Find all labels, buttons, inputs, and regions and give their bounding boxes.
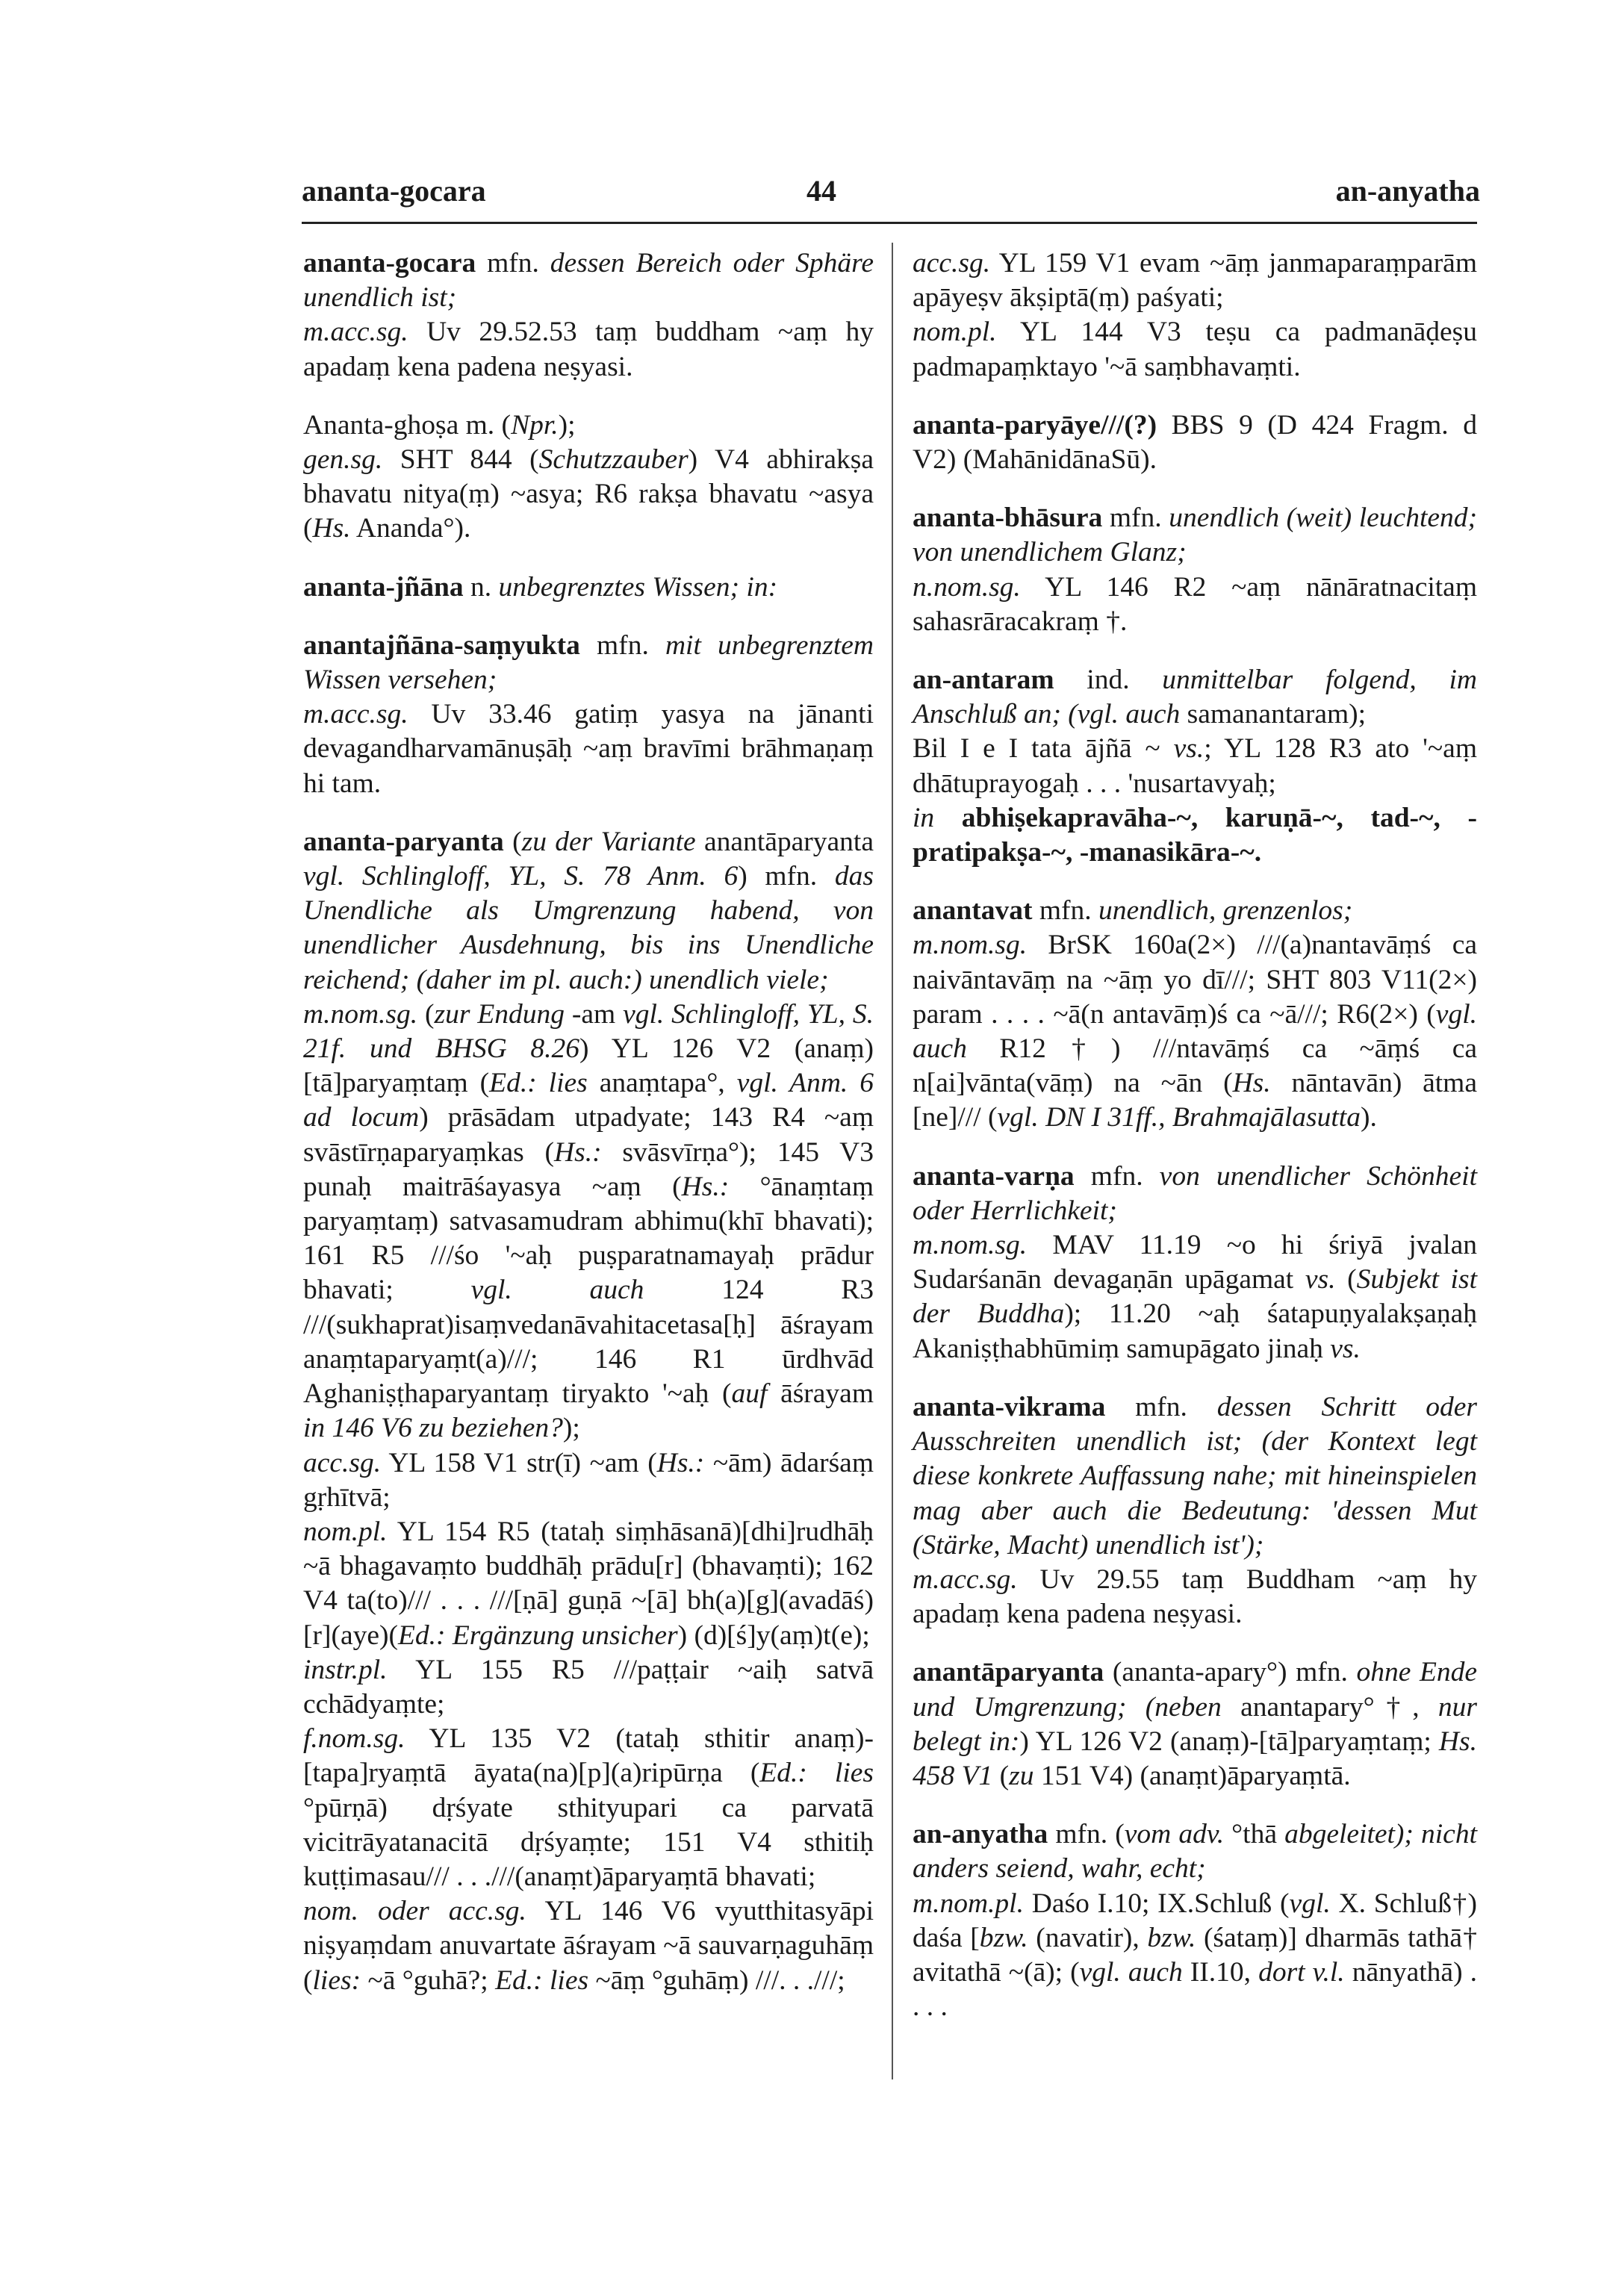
entry-text: YL 159 V1 evam ~āṃ janmaparaṃparām apāyeṣv ākṣiptā(ṃ) paśyati; xyxy=(913,248,1477,314)
entry-gloss: vs. xyxy=(1330,1333,1361,1364)
entry-text: ~āṃ °guhāṃ) ///. . .///; xyxy=(588,1964,845,1996)
entry-text: BBS 9 (D 424 Fragm. d V2) (MahānidānaSū). xyxy=(913,409,1477,476)
entry-gloss: acc.sg. xyxy=(913,248,991,279)
entry-gloss: unmittelbar folgend, im Anschluß an; (vgl. auch xyxy=(913,665,1477,730)
entry-gloss: Schutzzauber xyxy=(538,444,689,476)
entry-gloss: instr.pl. xyxy=(303,1654,388,1685)
entry-gloss: mit unbegrenztem Wissen versehen; xyxy=(303,629,874,696)
entry-gloss: Hs. 458 V1 xyxy=(913,1726,1477,1791)
entry-text: ) prāsādam utpadyate; 143 R4 ~aṃ svāstīrṇaparyaṃkas ( xyxy=(303,1102,874,1168)
entry-gloss: lies: xyxy=(312,1964,361,1996)
entry-text: Uv 29.52.53 taṃ buddham ~aṃ hy apadaṃ kena padena neṣyasi. xyxy=(303,317,874,382)
dictionary-entry xyxy=(913,408,1477,477)
entry-gloss: zu der Variante xyxy=(521,826,696,857)
dictionary-entry xyxy=(303,408,874,547)
entry-text: °ānaṃtaṃ paryaṃtaṃ) satvasamudram abhimu(khī bhavati); 161 R5 ///śo '~aḥ puṣparatnamayaḥ prādur bhavati; xyxy=(303,1171,874,1306)
entry-gloss: Hs.: xyxy=(554,1136,602,1168)
dictionary-entry xyxy=(913,246,1477,385)
entry-gloss: vgl. auch xyxy=(1079,1956,1183,1988)
entry-text: ~ā °guhā?; xyxy=(361,1964,496,1996)
dictionary-entry xyxy=(913,663,1477,870)
entry-text: ) mfn. xyxy=(738,861,835,892)
entry-gloss: m.acc.sg. xyxy=(913,1564,1018,1595)
entry-gloss: zu xyxy=(1009,1760,1034,1791)
entry-text: mfn. xyxy=(1032,895,1098,927)
entry-text: YL 154 R5 (tataḥ siṃhāsanā)[dhi]rudhāḥ ~ā bhagavaṃto buddhāḥ prādu[r] (bhavaṃti); 162 V4 ta(to)/// . . . ///[ṇā] guṇā ~[ā] bh(a)[g](avadāś)[r](aye)( xyxy=(303,1516,874,1651)
entry-gloss: vgl. DN I 31ff., Brahmajālasutta xyxy=(997,1102,1361,1133)
entry-text: MAV 11.19 ~o hi śriyā jvalan Sudarśanān devagaṇān upāgamat xyxy=(913,1230,1477,1295)
entry-headword: ananta-paryanta xyxy=(303,826,504,857)
entry-gloss: dessen Bereich oder Sphäre unendlich ist; xyxy=(303,248,874,314)
entry-text: anantapary°†, xyxy=(1221,1691,1438,1723)
entry-text: SHT 844 ( xyxy=(382,444,539,476)
dictionary-entry xyxy=(913,1817,1477,2024)
entry-headword: ananta-jñāna xyxy=(303,571,464,603)
entry-text: ind. xyxy=(1054,665,1163,696)
entry-text: BrSK 160a(2×) ///(a)nantavāṃś ca naivāntavāṃ na ~āṃ yo dī///; SHT 803 V11(2×) param . . . . ~ā(n antavāṃ)ś ca ~ā///; R6(2×) ( xyxy=(913,930,1477,1030)
entry-text: mfn. xyxy=(476,248,550,279)
entry-headword: Ananta-ghoṣa xyxy=(303,409,459,441)
entry-text: Uv 29.55 taṃ Buddham ~aṃ hy apadaṃ kena padena neṣyasi. xyxy=(913,1564,1477,1630)
dictionary-entry xyxy=(913,1160,1477,1366)
entry-text: YL 135 V2 (tataḥ sthitir anaṃ)-[tapa]ryaṃtā āyata(na)[p](a)ripūrṇa ( xyxy=(303,1723,874,1789)
entry-text: 124 R3 ///(sukhaprat)isaṃvedanāvahitacetasa[ḥ] āśrayam anaṃtaparyaṃt(a)///; 146 R1 ūrdhvād Aghaniṣṭhaparyantaṃ tiryakto '~aḥ ( xyxy=(303,1275,874,1410)
entry-gloss: unbegrenztes Wissen; in: xyxy=(498,571,778,603)
entry-gloss: nom. oder acc.sg. xyxy=(303,1896,526,1927)
entry-text: YL 146 R2 ~aṃ nānāratnacitaṃ sahasrāracakraṃ †. xyxy=(913,571,1477,637)
entry-gloss: m.nom.sg. xyxy=(913,930,1028,961)
entry-gloss: vgl. auch xyxy=(470,1275,644,1306)
entry-gloss: von unendlicher Schönheit oder Herrlichkeit; xyxy=(913,1160,1477,1226)
entry-text: ( xyxy=(992,1760,1010,1791)
entry-headword: ananta-vikrama xyxy=(913,1391,1106,1422)
entry-gloss: m.acc.sg. xyxy=(303,317,408,348)
entry-gloss: vgl. auch xyxy=(913,998,1477,1065)
entry-text: ~ām) ādarśaṃ gṛhītvā; xyxy=(303,1447,874,1513)
entry-text: (ananta-apary°) mfn. xyxy=(1104,1657,1357,1688)
entry-gloss: Hs.: xyxy=(681,1171,730,1202)
entry-text: YL 144 V3 teṣu ca padmanāḍeṣu padmapaṃktayo '~ā saṃbhavaṃti. xyxy=(913,317,1477,382)
entry-text: °thā xyxy=(1224,1819,1285,1850)
entry-text: ) V4 abhirakṣa bhavatu nitya(ṃ) ~asya; R6 rakṣa bhavatu ~asya ( xyxy=(303,444,874,544)
entry-headword: ananta-bhāsura xyxy=(913,503,1103,534)
dictionary-entry xyxy=(913,1655,1477,1793)
entry-gloss: vs. xyxy=(1305,1264,1336,1295)
entry-text: mfn. xyxy=(1105,1391,1217,1422)
entry-gloss: ohne Ende und Umgrenzung; (neben xyxy=(913,1657,1477,1723)
entry-text: (navatir), xyxy=(1028,1922,1148,1953)
entry-text: YL 158 V1 str(ī) ~am ( xyxy=(381,1447,657,1478)
dictionary-entry xyxy=(913,1390,1477,1631)
entry-text: mfn. ( xyxy=(1048,1819,1125,1850)
entry-text: anaṃtapa°, xyxy=(587,1068,737,1099)
entry-gloss: auf xyxy=(731,1378,768,1410)
entry-gloss: vgl. Schlingloff, YL, S. 78 Anm. 6 xyxy=(303,861,739,892)
entry-headword: ananta-gocara xyxy=(303,248,476,279)
entry-gloss: nom.pl. xyxy=(913,317,997,348)
entry-gloss: nur belegt in: xyxy=(913,1691,1477,1757)
entry-gloss: f.nom.sg. xyxy=(303,1723,405,1755)
entry-text: X. Schluß†) daśa [ xyxy=(913,1888,1477,1953)
entry-text: mfn. xyxy=(1074,1160,1160,1192)
entry-gloss: vom adv. xyxy=(1124,1819,1225,1850)
entry-text: ) YL 126 V2 (anaṃ)[tā]paryaṃtaṃ ( xyxy=(303,1033,874,1099)
entry-gloss: dort v.l. xyxy=(1258,1956,1345,1988)
entry-gloss: acc.sg. xyxy=(303,1447,382,1478)
entry-gloss: m.nom.sg. xyxy=(303,998,418,1030)
entry-text: ); 11.20 ~aḥ śatapuṇyalakṣaṇaḥ Akaniṣṭhabhūmiṃ samupāgato jinaḥ xyxy=(913,1298,1477,1364)
entry-gloss: dessen Schritt oder Ausschreiten unendlich ist; (der Kontext legt diese konkrete Auffassung nahe; mit hineinspielen mag aber auch die Bedeutung: 'dessen Mut (Stärke, Macht) unendlich ist'); xyxy=(913,1391,1477,1561)
entry-gloss: Npr. xyxy=(511,409,559,441)
entry-text: °pūrṇā) dṛśyate sthityupari ca parvatā vicitrāyatanacitā dṛśyaṃte; 151 V4 sthitiḥ kuṭṭimasau/// . . .///(anaṃt)āparyaṃtā bhavati; xyxy=(303,1792,874,1892)
entry-text: Daśo I.10; IX.Schluß ( xyxy=(1023,1888,1290,1919)
entry-text: m. ( xyxy=(459,409,512,441)
entry-text: nānyathā) . . . . xyxy=(913,1956,1477,2023)
entry-gloss: unendlich, grenzenlos; xyxy=(1098,895,1353,927)
entry-text: YL 155 R5 ///paṭṭair ~aiḥ satvā cchādyaṃte; xyxy=(303,1654,874,1720)
entry-text xyxy=(934,803,962,833)
entry-gloss: in xyxy=(913,802,935,833)
entry-gloss: das Unendliche als Umgrenzung habend, von unendlicher Ausdehnung, bis ins Unendliche reichend; (daher im pl. auch:) unendlich viele; xyxy=(303,861,874,995)
entry-text: Bil I e I tata ājñā ~ xyxy=(913,733,1174,765)
entry-text: Uv 33.46 gatiṃ yasya na jānanti devagandharvamānuṣāḥ ~aṃ bravīmi brāhmaṇaṃ hi tam. xyxy=(303,699,874,799)
entry-gloss: nom.pl. xyxy=(303,1516,388,1547)
entry-text: 151 V4) (anaṃt)āparyaṃtā. xyxy=(1033,1760,1351,1791)
entry-text: n. xyxy=(463,571,499,603)
dictionary-entry xyxy=(303,570,874,605)
entry-headword: an-anyatha xyxy=(913,1819,1048,1850)
entry-gloss: vgl. Schlingloff, YL, S. 21f. und BHSG 8.26 xyxy=(303,998,874,1065)
dictionary-entry xyxy=(913,894,1477,1135)
entry-gloss: bzw. xyxy=(1147,1922,1196,1953)
entry-text: nāntavān) ātma [ne]/// ( xyxy=(913,1068,1477,1133)
entry-text: ); xyxy=(562,1413,580,1444)
entry-gloss: n.nom.sg. xyxy=(913,571,1021,603)
entry-gloss: Ed.: lies xyxy=(759,1758,874,1789)
entry-gloss: Ed.: lies xyxy=(495,1964,589,1996)
entry-text: ) YL 126 V2 (anaṃ)-[tā]paryaṃtaṃ; xyxy=(1019,1726,1439,1757)
entry-gloss: abgeleitet); nicht anders seiend, wahr, echt; xyxy=(913,1819,1477,1885)
left-column xyxy=(303,246,874,2022)
entry-headword: an-antaram xyxy=(913,665,1054,696)
entry-text: -am xyxy=(565,998,624,1030)
entry-headword: anantajñāna-saṃyukta xyxy=(303,629,580,661)
entry-text: ); xyxy=(558,409,576,441)
entry-gloss: Ed.: Ergänzung unsicher xyxy=(397,1620,678,1651)
entry-gloss: Hs. xyxy=(312,513,351,544)
entry-text: mfn. xyxy=(579,629,665,661)
entry-gloss: m.nom.sg. xyxy=(913,1230,1028,1261)
entry-headword: ananta-paryāye///(?) xyxy=(913,409,1157,441)
dictionary-entry xyxy=(303,246,874,385)
entry-text: R12†) ///ntavāṃś ca ~āṃś ca n[ai]vānta(vāṃ) na ~ān ( xyxy=(913,1033,1477,1099)
entry-gloss: Ed.: lies xyxy=(489,1068,588,1099)
page-number: 44 xyxy=(806,174,836,208)
entry-text: samanantaram); xyxy=(1180,699,1367,730)
entry-gloss: Hs. xyxy=(1232,1068,1271,1099)
column-divider xyxy=(892,243,893,2079)
entry-gloss: m.nom.pl. xyxy=(913,1888,1024,1919)
dictionary-entry xyxy=(303,629,874,801)
entry-text: ; YL 128 R3 ato '~aṃ dhātuprayogaḥ . . . 'nusartavyaḥ; xyxy=(913,733,1477,799)
entry-text: ( xyxy=(417,998,435,1030)
entry-text: anantāparyanta xyxy=(695,826,874,857)
entry-gloss: zur Endung xyxy=(434,998,565,1030)
entry-gloss: unendlich (weit) leuchtend; von unendlichem Glanz; xyxy=(913,503,1477,568)
entry-gloss: Subjekt ist der Buddha xyxy=(913,1264,1477,1330)
entry-text: II.10, xyxy=(1182,1956,1259,1988)
entry-text: ). xyxy=(1360,1102,1377,1133)
entry-gloss: Hs.: xyxy=(656,1447,705,1478)
dictionary-entry xyxy=(913,501,1477,639)
entry-gloss: vgl. Anm. 6 ad locum xyxy=(303,1068,874,1133)
entry-text: abhiṣekapravāha-~, karuṇā-~, tad-~, -pratipakṣa-~, -manasikāra-~. xyxy=(913,802,1477,868)
entry-text: ( xyxy=(1335,1264,1357,1295)
entry-text: mfn. xyxy=(1102,503,1169,534)
entry-text: svāsvīrṇa°); 145 V3 punaḥ maitrāśayasya ~aṃ ( xyxy=(303,1136,874,1202)
entry-text: Ananda°). xyxy=(350,513,471,544)
entry-headword: ananta-varṇa xyxy=(913,1160,1075,1192)
running-head-right: an-anyatha xyxy=(1335,174,1480,208)
running-head-left: ananta-gocara xyxy=(302,174,486,208)
entry-text: (śataṃ)] dharmās tathā† avitathā ~(ā); ( xyxy=(913,1922,1477,1988)
entry-text: ) (d)[ś]y(aṃ)t(e); xyxy=(677,1620,870,1651)
entry-text: ( xyxy=(503,826,522,857)
entry-headword: anantāparyanta xyxy=(913,1657,1104,1688)
entry-text: āśrayam xyxy=(767,1378,874,1410)
entry-gloss: bzw. xyxy=(979,1922,1028,1953)
entry-gloss: vgl. xyxy=(1289,1888,1331,1919)
entry-gloss: in 146 V6 zu beziehen? xyxy=(303,1413,563,1444)
entry-gloss: vs. xyxy=(1173,733,1205,765)
right-column xyxy=(913,246,1477,2048)
entry-headword: anantavat xyxy=(913,895,1033,927)
entry-gloss: gen.sg. xyxy=(303,444,383,476)
dictionary-entry xyxy=(303,825,874,1998)
header-rule xyxy=(302,222,1477,224)
entry-text: YL 146 V6 vyutthitasyāpi niṣyaṃdam anuvartate āśrayam ~ā sauvarṇaguhāṃ ( xyxy=(303,1896,874,1996)
entry-gloss: m.acc.sg. xyxy=(303,699,408,730)
